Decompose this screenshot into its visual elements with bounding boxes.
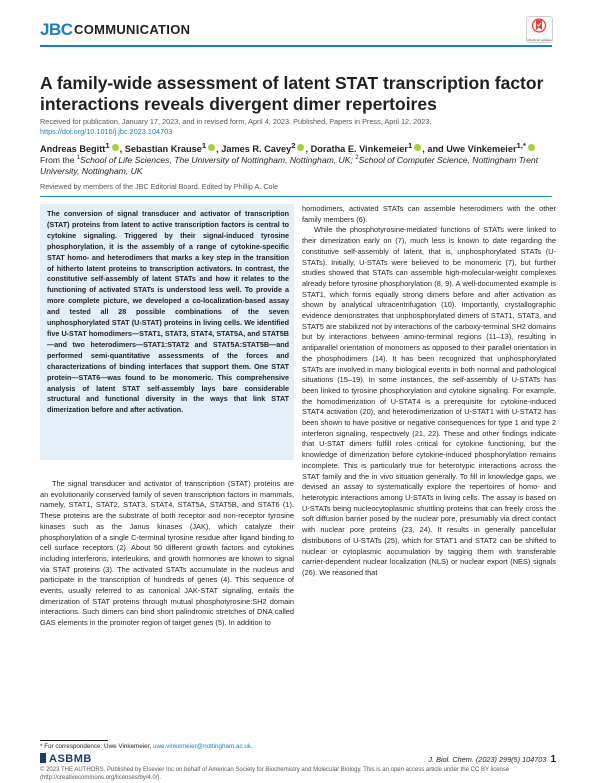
abstract-text: The conversion of signal transducer and activator of transcription (STAT) proteins from latent to active transcription factors is central to cytokine signaling. Triggered by their signal-induced tyrosine phosphorylation, it is the assembly of a range of cytokine-specific STAT homo- and heterodimers that marks a key step in the transition of hitherto latent proteins to transcription activators. In contrast, the constitutive self-assembly of latent STATs and how it relates to the functioning of activated STATs is understood less well. To provide a more complete picture, we developed a co-localization-based assay and tested all 28 possible combinations of the seven unphosphorylated STAT (U-STAT) proteins in living cells. We identified five U-STAT homodimers—STAT1, STAT3, STAT4, STAT5A, and STAT5B—and two heterodimers—STAT1:STAT2 and STAT5A:STAT5B—and performed semi-quantitative assessments of the forces and characterizations of binding interfaces that support them. One STAT protein—STAT6—was found to be monomeric. This comprehensive analysis of latent STAT self-assembly lays bare considerable structural and functional diversity in the ways that link STAT dimerization before and after activation. [47, 209, 289, 415]
publication-dates [40, 117, 560, 137]
footnote-label: * For correspondence: Uwe Vinkemeier, [40, 743, 152, 750]
section-rule [40, 196, 552, 197]
asbmb-mark-icon [40, 753, 46, 763]
editorial-note: Reviewed by members of the JBC Editorial Board. Edited by Phillip A. Cole [40, 182, 279, 191]
article-type-label: COMMUNICATION [74, 22, 191, 37]
affiliation-1: School of Life Sciences, The University of Nottingham, Nottingham, UK; [80, 154, 353, 165]
citation-text: J. Biol. Chem. (2023) 299(5) 104703 [428, 755, 547, 764]
page-number: 1 [550, 754, 556, 765]
journal-logo[interactable]: JBC [40, 20, 73, 39]
journal-citation [386, 754, 556, 765]
article-title: A family-wide assessment of latent STAT transcription factor interactions reveals divergent dimer repertoires [40, 73, 544, 114]
license-link[interactable]: http://creativecommons.org/licenses/by/4.0/ [42, 775, 158, 781]
email-link[interactable]: uwe.vinkemeier@nottingham.ac.uk [152, 743, 252, 750]
orcid-icon[interactable] [528, 144, 535, 151]
body-text-right [302, 204, 556, 579]
received-dates: Received for publication, January 17, 2023, and in revised form, April 4, 2023. Published, Papers in Press, April 12, 2023, [40, 117, 432, 126]
check-for-updates-button[interactable] [526, 16, 553, 43]
footnote-rule [40, 740, 108, 741]
orcid-icon[interactable] [414, 144, 421, 151]
header-rule [40, 45, 552, 47]
corresponding-mark: * [522, 141, 526, 150]
author-name[interactable]: Andreas Begitt [40, 144, 106, 155]
orcid-icon[interactable] [112, 144, 119, 151]
publisher-logo[interactable]: ASBMB [40, 753, 92, 765]
check-for-updates-label: Check for updates [527, 38, 552, 42]
author-name[interactable]: James R. Cavey [221, 144, 292, 155]
authors-joiner: and [427, 144, 444, 155]
copyright-notice: © 2023 THE AUTHORS. Published by Elsevier Inc on behalf of American Society for Biochemistry and Molecular Biology. This is an open access article under the CC BY license (http://creativecommons.org/licenses/by/4.0/). [40, 767, 510, 781]
paragraph: homodimers, activated STATs can assemble heterodimers with the other family members (6). [302, 204, 556, 224]
orcid-icon[interactable] [208, 144, 215, 151]
bookmark-check-icon [529, 18, 549, 33]
author-name[interactable]: Sebastian Krause [124, 144, 202, 155]
doi-link[interactable]: https://doi.org/10.1016/j.jbc.2023.104703 [40, 127, 173, 136]
correspondence-footnote: * For correspondence: Uwe Vinkemeier, uwe.vinkemeier@nottingham.ac.uk. [40, 743, 253, 750]
journal-header [40, 20, 560, 42]
orcid-icon[interactable] [297, 144, 304, 151]
paragraph: While the phosphotyrosine-mediated functions of STATs were linked to their dimerization early on (7), much less is known to date regarding the constitutive self-assembly of latent, that is, unphosphorylated STATs (U-STATs). Initially, U-STATs were believed to be monomeric (7), but further studies showed that STATs can assemble high-molecular-weight complexes already before tyrosine phosphorylation (8, 9). A well-documented example is STAT1, which forms equally strong dimers before and after activation as shown by analytical ultracentrifugation (10). Importantly, crystallographic evidence demonstrates that unphosphorylated dimers of STAT1, STAT3, and STAT5 are stabilized not by interactions of the carboxy-terminal SH2 domains but by interactions between amino-terminal regions (11–13), resulting in antiparallel orientation of monomers as opposed to their parallel orientation in the phosphodimers (14). It has been recognized that unphosphorylated STATs are involved in many biological events in both normal and pathological situations (15–19). In some instances, the self-assembly of U-STATs has been linked to tyrosine phosphorylation and cytokine signaling. For example, the homodimerization of U-STAT4 is a prerequisite for cytokine-induced STAT4 activation (20), and heterodimerization of U-STAT1 with U-STAT2 has been shown to have positive or negative consequences for type 1 and type 2 interferon signaling, respectively (21, 22). These and other findings indicate that U-STAT dimers fulfill roles critical for cytokine functioning, but the knowledge of dimerization before cytokine-induced phosphorylation remains incomplete. This is particularly true for heterotypic interactions across the STAT family and the in vivo situation generally. To fill in knowledge gaps, we devised an assay to systematically explore the repertoires of homo- and heterotypic interactions among U-STATs in living cells. The assay is based on U-STATs being nucleocytoplasmic shuttling proteins that can freely cross the soft diffusion barrier posed by the nuclear pore, presumably via direct contact with nuclear pore proteins (23, 24). It results in generally pancellular distributions of U-STATs (25), which for STAT1 and STAT2 can be shifted to nuclear or cytoplasmic accumulation by tagging them with transferable carrier-dependent nuclear localization (NLS) or nuclear export (NES) signals (26). We reasoned that [302, 225, 556, 577]
affiliation-intro: From the [40, 154, 75, 165]
author-name[interactable]: Doratha E. Vinkemeier [310, 144, 408, 155]
author-name[interactable]: Uwe Vinkemeier [446, 144, 517, 155]
author-list: Andreas Begitt$^1$ , Sebastian Krause$^1$ , James R. Cavey$^2$ , Doratha E. Vinkemeier$^1$ , and Uwe Vinkemeier$^{1,*}$ [40, 140, 560, 155]
affiliation-2: School of Computer Science, Nottingham Trent University, Nottingham, UK [40, 154, 539, 177]
body-text-left: The signal transducer and activator of transcription (STAT) proteins are an evolutionarily conserved family of seven transcription factors in mammals, namely, STAT1, STAT2, STAT3, STAT4, STAT5A, STAT5B, and STAT6 (1). These proteins are the substrate of both receptor and non-receptor tyrosine kinases such as the Janus kinases (JAK), which catalyze their phosphorylation of a single C-terminal tyrosine residue after ligand binding to cell surface receptors (2). About 50 different growth factors and cytokines including interferons, interleukins, and growth hormones are known to signal via STAT proteins (3). The activated STATs accumulate in the nucleus and participate in the transcription of hundreds of genes (4). This sequence of events, usually referred to as canonical JAK-STAT signaling, entails the dimerization of STAT proteins through mutual phosphotyrosine:SH2 domain interactions. Such dimers can bind short palindromic stretches of DNA called GAS elements in the promoter region of target genes (5). In addition to [40, 479, 294, 628]
affiliations: From the $^1$School of Life Sciences, The University of Nottingham, Nottingham, UK; $^2$School of Computer Science, Nottingham Trent University, Nottingham, UK [40, 154, 539, 177]
